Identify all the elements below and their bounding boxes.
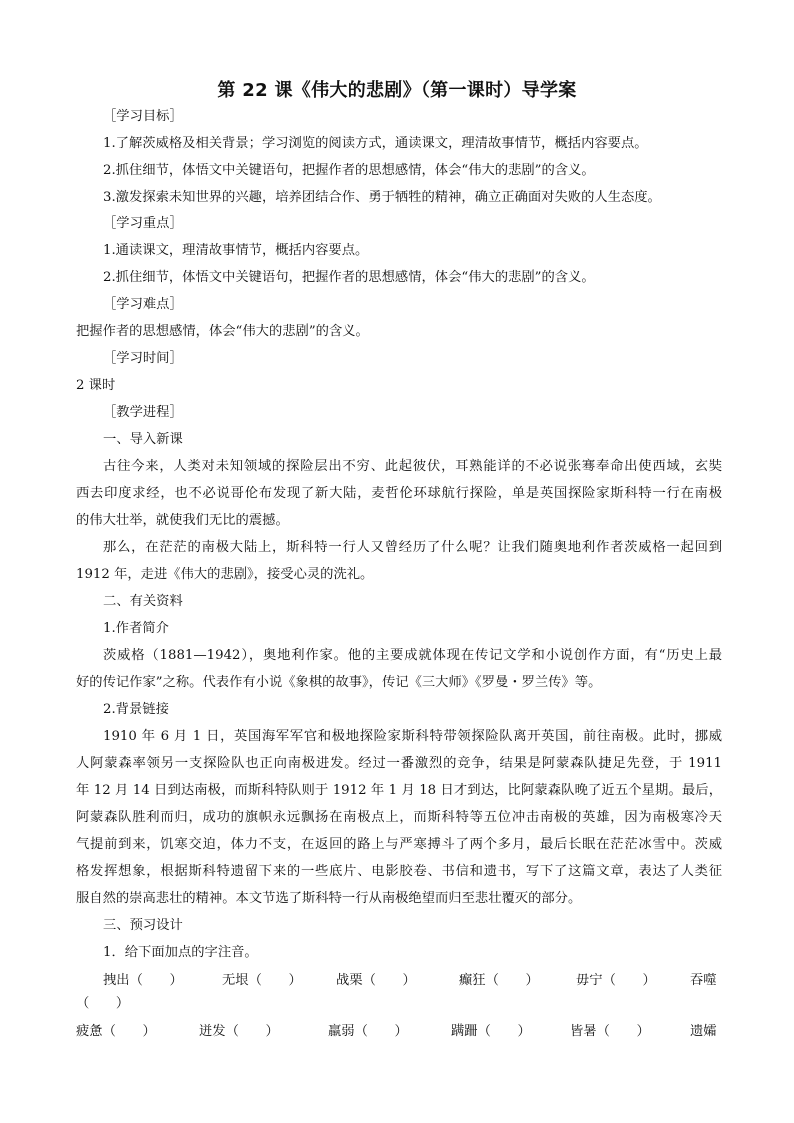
intro-paragraph-line: 那么，在茫茫的南极大陆上，斯科特一行人又曾经历了什么呢？让我们随奥地利作者茨威格一起回到 bbox=[103, 540, 722, 555]
section-heading-materials: 二、有关资料 bbox=[103, 594, 183, 609]
author-text-line: 好的传记作家”之称。代表作有小说《象棋的故事》，传记《三大师》《罗曼・罗兰传》等。 bbox=[76, 675, 602, 690]
pinyin-item: 遗孀 bbox=[690, 1024, 717, 1039]
pinyin-item: 吞噬 bbox=[690, 973, 717, 988]
time-heading: ［学习时间］ bbox=[103, 351, 183, 366]
key-point-item: 1.通读课文，理清故事情节，概括内容要点。 bbox=[103, 243, 369, 258]
background-text-line: 服自然的崇高悲壮的精神。本文节选了斯科特一行从南极绝望而归至悲壮覆灭的部分。 bbox=[76, 891, 582, 906]
page-title: 第 22 课《伟大的悲剧》（第一课时）导学案 bbox=[217, 80, 577, 101]
pinyin-item: 无垠（ ） bbox=[222, 973, 302, 988]
background-text-line: 阿蒙森队胜利而归，成功的旗帜永远飘扬在南极点上，而斯科特等五位冲击南极的英雄，因为南极寒冷天 bbox=[76, 810, 722, 825]
time-text: 2 课时 bbox=[76, 378, 116, 393]
intro-paragraph-line: 1912 年，走进《伟大的悲剧》，接受心灵的洗礼。 bbox=[76, 567, 374, 582]
pinyin-item: 羸弱（ ） bbox=[328, 1024, 408, 1039]
section-heading-preview: 三、预习设计 bbox=[103, 918, 183, 933]
pinyin-item: 毋宁（ ） bbox=[576, 973, 656, 988]
pinyin-item: 迸发（ ） bbox=[199, 1024, 279, 1039]
process-heading: ［教学进程］ bbox=[103, 405, 183, 420]
pinyin-item: 战栗（ ） bbox=[336, 973, 416, 988]
background-text-line: 人阿蒙森率领另一支探险队也正向南极进发。经过一番激烈的竞争，结果是阿蒙森队捷足先登，于 1911 bbox=[76, 756, 722, 771]
pinyin-row-1 bbox=[0, 970, 794, 992]
section-heading-intro: 一、导入新课 bbox=[103, 432, 183, 447]
intro-paragraph-line: 西去印度求经，也不必说哥伦布发现了新大陆，麦哲伦环球航行探险，单是英国探险家斯科特一行在南极 bbox=[76, 486, 722, 501]
intro-paragraph-line: 的伟大壮举，就使我们无比的震撼。 bbox=[76, 513, 289, 528]
intro-paragraph-line: 古往今来，人类对未知领域的探险层出不穷、此起彼伏，耳熟能详的不必说张骞奉命出使西域，玄奘 bbox=[103, 459, 722, 474]
background-text-line: 1910 年 6 月 1 日，英国海军军官和极地探险家斯科特带领探险队离开英国，前往南极。此时，挪威 bbox=[103, 729, 722, 744]
difficulty-text: 把握作者的思想感情，体会“伟大的悲剧”的含义。 bbox=[76, 324, 369, 339]
subsection-heading-author: 1.作者简介 bbox=[103, 621, 169, 636]
key-point-item: 2.抓住细节，体悟文中关键语句，把握作者的思想感情，体会“伟大的悲剧”的含义。 bbox=[103, 270, 595, 285]
key-points-heading: ［学习重点］ bbox=[103, 216, 183, 231]
pinyin-item: 皆暑（ ） bbox=[570, 1024, 650, 1039]
background-text-line: 年 12 月 14 日到达南极，而斯科特队则于 1912 年 1 月 18 日才到达，比阿蒙森队晚了近五个星期。最后， bbox=[76, 783, 722, 798]
pinyin-item: 疲惫（ ） bbox=[76, 1024, 156, 1039]
author-text-line: 茨威格（1881—1942），奥地利作家。他的主要成就体现在传记文学和小说创作方面，有“历史上最 bbox=[103, 648, 722, 663]
pinyin-item: （ ） bbox=[76, 996, 130, 1011]
background-text-line: 气提前到来，饥寒交迫，体力不支，在返回的路上与严寒搏斗了两个多月，最后长眠在茫茫冰雪中。茨威 bbox=[76, 837, 722, 852]
pinyin-item: 拽出（ ） bbox=[103, 973, 183, 988]
pinyin-item: 癫狂（ ） bbox=[459, 973, 539, 988]
pinyin-item: 蹒跚（ ） bbox=[451, 1024, 531, 1039]
objective-item: 1.了解茨威格及相关背景；学习浏览的阅读方式，通读课文，理清故事情节，概括内容要点。 bbox=[103, 136, 648, 151]
objectives-heading: ［学习目标］ bbox=[103, 109, 183, 124]
question-1: 1．给下面加点的字注音。 bbox=[103, 945, 258, 960]
objective-item: 3.激发探索未知世界的兴趣，培养团结合作、勇于牺牲的精神，确立正确面对失败的人生态度。 bbox=[103, 190, 661, 205]
subsection-heading-background: 2.背景链接 bbox=[103, 702, 169, 717]
pinyin-row-1-wrap bbox=[0, 993, 794, 1015]
difficulty-heading: ［学习难点］ bbox=[103, 297, 183, 312]
objective-item: 2.抓住细节，体悟文中关键语句，把握作者的思想感情，体会“伟大的悲剧”的含义。 bbox=[103, 163, 595, 178]
pinyin-row-2 bbox=[0, 1021, 794, 1043]
background-text-line: 格发挥想象，根据斯科特遗留下来的一些底片、电影胶卷、书信和遗书，写下了这篇文章，表达了人类征 bbox=[76, 864, 722, 879]
